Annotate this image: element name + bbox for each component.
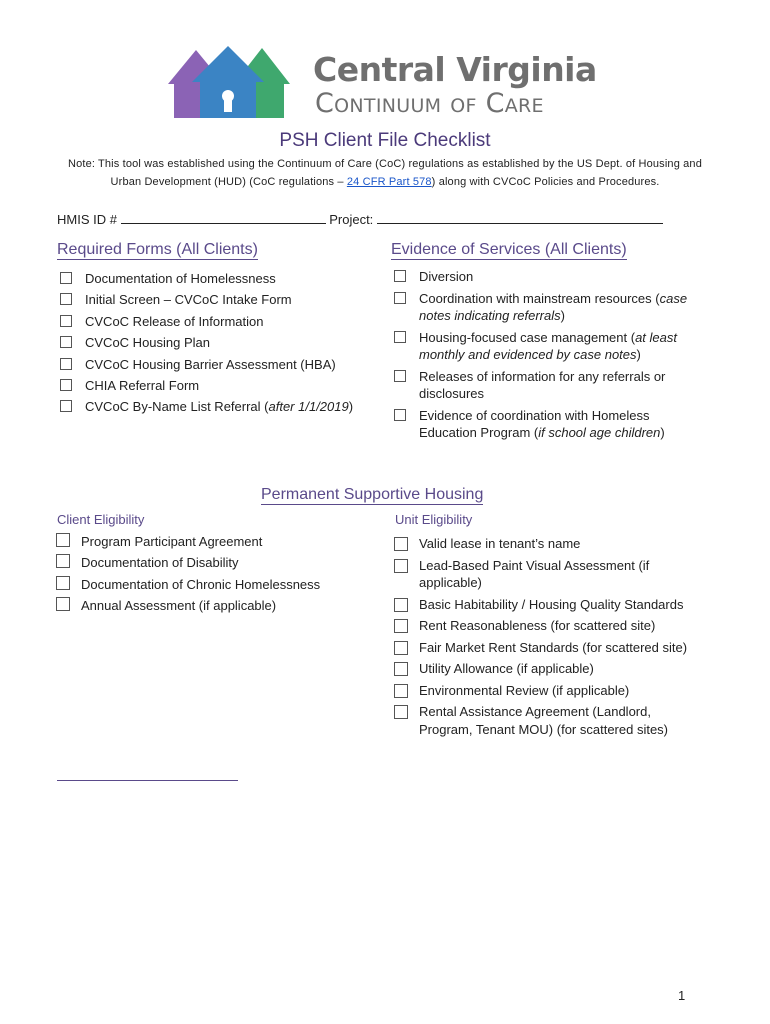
checkbox[interactable]: [394, 370, 406, 382]
checkbox[interactable]: [60, 358, 72, 370]
checkbox[interactable]: [394, 292, 406, 304]
checkbox[interactable]: [394, 559, 408, 573]
id-line: [57, 211, 663, 227]
list-item: CHIA Referral Form: [57, 375, 377, 396]
checkbox[interactable]: [394, 641, 408, 655]
psh-heading: Permanent Supportive Housing: [261, 486, 484, 503]
list-item: Documentation of Homelessness: [57, 268, 377, 289]
list-item: Utility Allowance (if applicable): [391, 660, 691, 678]
list-item: Documentation of Disability: [53, 552, 373, 573]
checkbox[interactable]: [60, 400, 72, 412]
list-item: CVCoC By-Name List Referral (after 1/1/2019): [57, 396, 377, 417]
project-field[interactable]: [377, 211, 663, 224]
list-item: Valid lease in tenant’s name: [391, 535, 691, 553]
hmis-label: HMIS ID #: [57, 212, 117, 227]
list-item: Evidence of coordination with Homeless Education Program (if school age children): [391, 407, 691, 442]
evidence-list: [391, 268, 691, 442]
checkbox[interactable]: [56, 576, 70, 590]
list-item: Rental Assistance Agreement (Landlord, Program, Tenant MOU) (for scattered sites): [391, 703, 691, 738]
required-forms-list: [57, 268, 377, 418]
logo-subtitle: Continuum of Care: [315, 88, 544, 119]
checkbox[interactable]: [394, 270, 406, 282]
checkbox[interactable]: [60, 272, 72, 284]
list-item: Fair Market Rent Standards (for scattered site): [391, 639, 691, 657]
checkbox[interactable]: [60, 293, 72, 305]
note-text: Note: This tool was established using the Continuum of Care (CoC) regulations as established by the US Dept. of Housing and Urban Development (HUD) (CoC regulations –: [68, 158, 702, 188]
client-eligibility-heading: Client Eligibility: [57, 512, 145, 527]
checkbox[interactable]: [394, 331, 406, 343]
list-item: Lead-Based Paint Visual Assessment (if applicable): [391, 557, 691, 592]
checkbox[interactable]: [394, 598, 408, 612]
list-item: Rent Reasonableness (for scattered site): [391, 617, 691, 635]
logo-houses-icon: [166, 44, 294, 120]
note-paragraph: [60, 155, 710, 191]
page-title: PSH Client File Checklist: [279, 130, 491, 151]
list-item: CVCoC Housing Plan: [57, 332, 377, 353]
checkbox[interactable]: [394, 662, 408, 676]
list-item: Initial Screen – CVCoC Intake Form: [57, 289, 377, 310]
project-label: Project:: [329, 212, 374, 227]
page-number: 1: [678, 988, 686, 1003]
checkbox[interactable]: [394, 705, 408, 719]
required-forms-heading: Required Forms (All Clients): [57, 241, 258, 258]
unit-eligibility-heading: Unit Eligibility: [395, 512, 473, 527]
list-item: CVCoC Release of Information: [57, 311, 377, 332]
checkbox[interactable]: [56, 597, 70, 611]
note-text-tail: ) along with CVCoC Policies and Procedures.: [431, 176, 660, 188]
footnote-separator: [57, 780, 238, 781]
cfr-link[interactable]: 24 CFR Part 578: [346, 176, 432, 188]
evidence-heading: Evidence of Services (All Clients): [391, 241, 627, 258]
client-eligibility-list: [53, 531, 373, 617]
checkbox[interactable]: [56, 554, 70, 568]
checkbox[interactable]: [394, 619, 408, 633]
list-item: Environmental Review (if applicable): [391, 682, 691, 700]
checkbox[interactable]: [60, 336, 72, 348]
list-item: Documentation of Chronic Homelessness: [53, 574, 373, 595]
checkbox[interactable]: [56, 533, 70, 547]
hmis-id-field[interactable]: [121, 211, 326, 224]
list-item: Releases of information for any referrals or disclosures: [391, 368, 691, 403]
checkbox[interactable]: [394, 684, 408, 698]
checkbox[interactable]: [394, 409, 406, 421]
checkbox[interactable]: [60, 379, 72, 391]
checkbox[interactable]: [60, 315, 72, 327]
list-item: Program Participant Agreement: [53, 531, 373, 552]
list-item: Diversion: [391, 268, 691, 286]
logo-title: Central Virginia: [313, 50, 597, 89]
list-item: CVCoC Housing Barrier Assessment (HBA): [57, 354, 377, 375]
list-item: Housing-focused case management (at least monthly and evidenced by case notes): [391, 329, 691, 364]
list-item: Coordination with mainstream resources (case notes indicating referrals): [391, 290, 691, 325]
checkbox[interactable]: [394, 537, 408, 551]
list-item: Annual Assessment (if applicable): [53, 595, 373, 616]
unit-eligibility-list: [391, 535, 691, 738]
list-item: Basic Habitability / Housing Quality Standards: [391, 596, 691, 614]
